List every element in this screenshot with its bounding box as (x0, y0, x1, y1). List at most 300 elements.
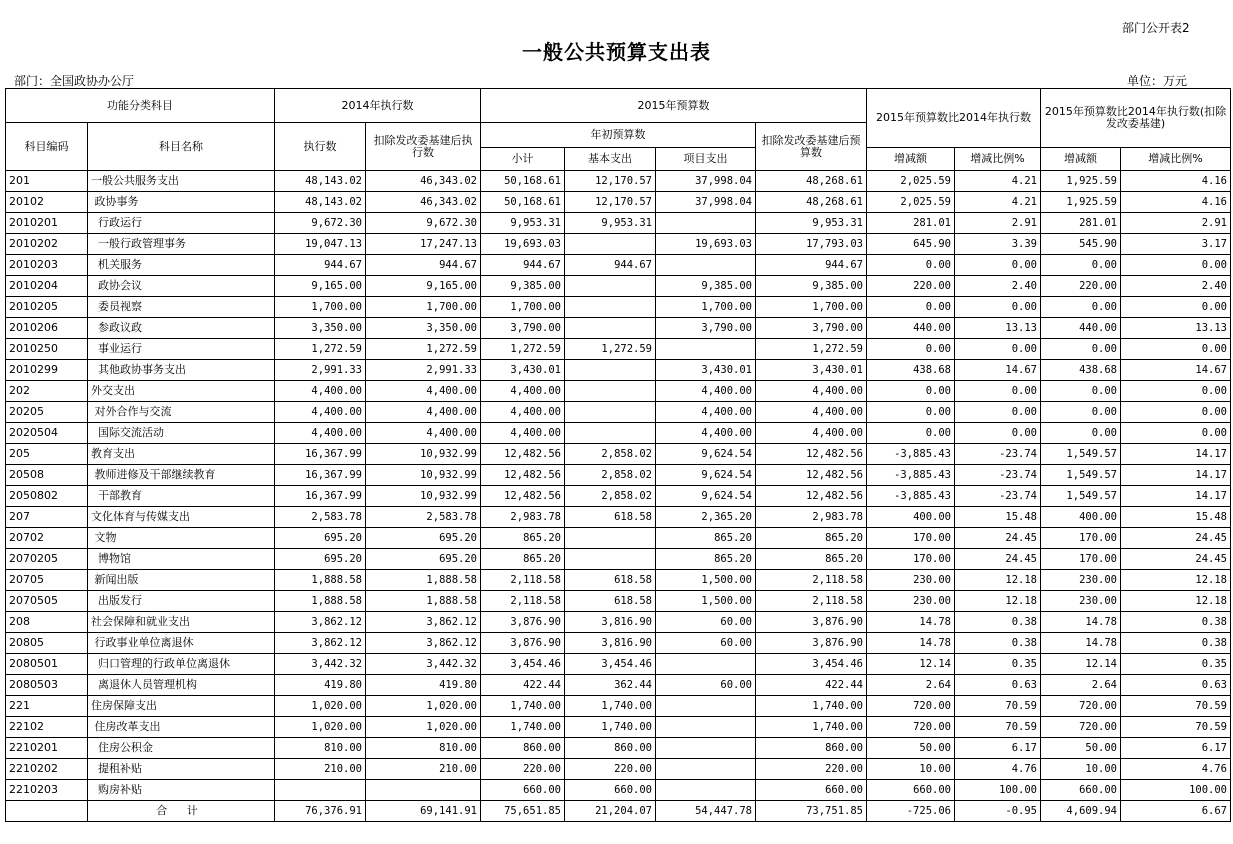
cell-exec: 1,272.59 (275, 339, 366, 360)
cell-change-amt-excl: 0.00 (1041, 381, 1121, 402)
cell-project (656, 780, 756, 801)
cell-project: 1,500.00 (656, 570, 756, 591)
table-row (6, 213, 1231, 234)
cell-code: 2050802 (6, 486, 88, 507)
cell-exec: 3,442.32 (275, 654, 366, 675)
cell-budget-excl: 17,793.03 (756, 234, 867, 255)
cell-subtotal: 12,482.56 (481, 465, 565, 486)
cell-project: 60.00 (656, 633, 756, 654)
cell-exec-excl: 1,272.59 (366, 339, 481, 360)
cell-name: 购房补贴 (88, 780, 275, 801)
cell-code: 22102 (6, 717, 88, 738)
cell-exec: 695.20 (275, 549, 366, 570)
cell-name: 行政事业单位离退休 (88, 633, 275, 654)
cell-budget-excl: 2,983.78 (756, 507, 867, 528)
cell-subtotal: 2,118.58 (481, 591, 565, 612)
cell-name: 归口管理的行政单位离退休 (88, 654, 275, 675)
cell-change-amt: 10.00 (867, 759, 955, 780)
cell-change-amt: 0.00 (867, 381, 955, 402)
cell-change-amt: 0.00 (867, 423, 955, 444)
cell-change-amt-excl: 170.00 (1041, 528, 1121, 549)
cell-subtotal: 1,700.00 (481, 297, 565, 318)
cell-basic: 2,858.02 (565, 465, 656, 486)
cell-name: 住房公积金 (88, 738, 275, 759)
cell-change-amt: 0.00 (867, 339, 955, 360)
department-label: 部门：全国政协办公厅 (14, 74, 135, 88)
cell-code: 2080501 (6, 654, 88, 675)
cell-change-amt: 438.68 (867, 360, 955, 381)
cell-project: 9,385.00 (656, 276, 756, 297)
cell-name: 教师进修及干部继续教育 (88, 465, 275, 486)
cell-project: 37,998.04 (656, 192, 756, 213)
cell-change-amt: 720.00 (867, 696, 955, 717)
cell-change-amt-excl: 440.00 (1041, 318, 1121, 339)
cell-budget-excl: 12,482.56 (756, 465, 867, 486)
cell-change-amt: 2,025.59 (867, 192, 955, 213)
cell-exec-excl: 46,343.02 (366, 171, 481, 192)
cell-change-pct-excl: 24.45 (1121, 528, 1231, 549)
header-change-pct-excl: 增减比例% (1121, 148, 1231, 171)
cell-subtotal: 3,454.46 (481, 654, 565, 675)
header-exec-2014: 2014年执行数 (275, 89, 481, 123)
cell-change-pct-excl: 0.00 (1121, 297, 1231, 318)
cell-code: 2010202 (6, 234, 88, 255)
cell-change-pct-excl: 6.67 (1121, 801, 1231, 822)
cell-change-pct-excl: 4.16 (1121, 192, 1231, 213)
cell-basic: 618.58 (565, 507, 656, 528)
cell-change-pct: 4.21 (955, 192, 1041, 213)
cell-exec-excl: 210.00 (366, 759, 481, 780)
cell-change-amt-excl: 230.00 (1041, 591, 1121, 612)
cell-code: 2210203 (6, 780, 88, 801)
table-row (6, 528, 1231, 549)
cell-subtotal: 9,385.00 (481, 276, 565, 297)
cell-exec: 1,888.58 (275, 570, 366, 591)
cell-change-amt-excl: 0.00 (1041, 402, 1121, 423)
header-name: 科目名称 (88, 123, 275, 171)
header-change-amt-excl: 增减额 (1041, 148, 1121, 171)
table-row (6, 234, 1231, 255)
table-row (6, 276, 1231, 297)
cell-change-amt: 720.00 (867, 717, 955, 738)
cell-code: 2070205 (6, 549, 88, 570)
cell-exec-excl: 3,442.32 (366, 654, 481, 675)
cell-code: 2010299 (6, 360, 88, 381)
cell-subtotal: 3,876.90 (481, 612, 565, 633)
cell-change-pct-excl: 0.00 (1121, 381, 1231, 402)
cell-budget-excl: 220.00 (756, 759, 867, 780)
cell-name: 政协会议 (88, 276, 275, 297)
cell-exec-excl: 10,932.99 (366, 486, 481, 507)
cell-change-pct-excl: 13.13 (1121, 318, 1231, 339)
cell-basic: 1,740.00 (565, 696, 656, 717)
cell-change-amt-excl: 1,549.57 (1041, 444, 1121, 465)
cell-name: 提租补贴 (88, 759, 275, 780)
cell-code: 205 (6, 444, 88, 465)
cell-exec: 16,367.99 (275, 444, 366, 465)
cell-exec: 16,367.99 (275, 465, 366, 486)
table-header (6, 89, 1231, 171)
cell-change-pct-excl: 70.59 (1121, 696, 1231, 717)
cell-project: 1,500.00 (656, 591, 756, 612)
cell-change-amt-excl: 720.00 (1041, 717, 1121, 738)
cell-budget-excl: 3,876.90 (756, 612, 867, 633)
cell-change-amt: 0.00 (867, 255, 955, 276)
cell-change-amt: -3,885.43 (867, 486, 955, 507)
table-row (6, 360, 1231, 381)
cell-change-pct: 2.40 (955, 276, 1041, 297)
cell-change-pct: 24.45 (955, 549, 1041, 570)
cell-code: 2210202 (6, 759, 88, 780)
cell-project: 60.00 (656, 612, 756, 633)
cell-exec-excl: 944.67 (366, 255, 481, 276)
cell-exec: 76,376.91 (275, 801, 366, 822)
cell-change-pct-excl: 0.00 (1121, 402, 1231, 423)
cell-change-pct-excl: 6.17 (1121, 738, 1231, 759)
cell-change-amt-excl: 14.78 (1041, 612, 1121, 633)
cell-change-pct: 0.00 (955, 381, 1041, 402)
cell-change-amt: 2,025.59 (867, 171, 955, 192)
cell-project (656, 255, 756, 276)
cell-change-pct-excl: 0.35 (1121, 654, 1231, 675)
cell-project: 1,700.00 (656, 297, 756, 318)
cell-exec: 1,020.00 (275, 717, 366, 738)
cell-change-amt-excl: 1,925.59 (1041, 171, 1121, 192)
cell-project (656, 696, 756, 717)
cell-basic (565, 528, 656, 549)
cell-name: 社会保障和就业支出 (88, 612, 275, 633)
cell-change-pct: -0.95 (955, 801, 1041, 822)
cell-exec-excl: 419.80 (366, 675, 481, 696)
cell-budget-excl: 3,454.46 (756, 654, 867, 675)
cell-change-pct-excl: 3.17 (1121, 234, 1231, 255)
cell-change-pct: 2.91 (955, 213, 1041, 234)
cell-name: 机关服务 (88, 255, 275, 276)
cell-budget-excl: 4,400.00 (756, 381, 867, 402)
cell-exec-excl: 810.00 (366, 738, 481, 759)
cell-subtotal: 12,482.56 (481, 444, 565, 465)
cell-project (656, 717, 756, 738)
cell-change-amt: 400.00 (867, 507, 955, 528)
cell-change-pct: 4.76 (955, 759, 1041, 780)
cell-subtotal: 660.00 (481, 780, 565, 801)
cell-basic: 9,953.31 (565, 213, 656, 234)
cell-code: 208 (6, 612, 88, 633)
table-row (6, 633, 1231, 654)
cell-subtotal: 3,430.01 (481, 360, 565, 381)
cell-exec: 9,165.00 (275, 276, 366, 297)
cell-change-pct-excl: 14.17 (1121, 444, 1231, 465)
cell-code (6, 801, 88, 822)
cell-name: 博物馆 (88, 549, 275, 570)
cell-name: 政协事务 (88, 192, 275, 213)
cell-change-amt: 14.78 (867, 612, 955, 633)
table-row (6, 192, 1231, 213)
table-row (6, 444, 1231, 465)
header-exec-excl: 扣除发改委基建后执行数 (366, 123, 481, 171)
cell-project (656, 213, 756, 234)
cell-code: 201 (6, 171, 88, 192)
header-budget-2015: 2015年预算数 (481, 89, 867, 123)
cell-exec: 419.80 (275, 675, 366, 696)
page-title: 一般公共预算支出表 (522, 40, 711, 64)
cell-budget-excl: 48,268.61 (756, 171, 867, 192)
table-row (6, 297, 1231, 318)
cell-change-pct: -23.74 (955, 465, 1041, 486)
cell-exec: 4,400.00 (275, 423, 366, 444)
cell-exec: 48,143.02 (275, 192, 366, 213)
cell-budget-excl: 2,118.58 (756, 570, 867, 591)
cell-subtotal: 860.00 (481, 738, 565, 759)
cell-project: 54,447.78 (656, 801, 756, 822)
cell-subtotal: 1,740.00 (481, 696, 565, 717)
cell-exec: 4,400.00 (275, 402, 366, 423)
cell-change-amt-excl: 720.00 (1041, 696, 1121, 717)
cell-basic (565, 297, 656, 318)
cell-name: 外交支出 (88, 381, 275, 402)
table-row (6, 423, 1231, 444)
table-row (6, 696, 1231, 717)
cell-exec-excl: 9,672.30 (366, 213, 481, 234)
table-row (6, 318, 1231, 339)
cell-change-amt-excl: 545.90 (1041, 234, 1121, 255)
cell-exec: 3,862.12 (275, 612, 366, 633)
cell-change-amt: 2.64 (867, 675, 955, 696)
cell-exec-excl: 4,400.00 (366, 381, 481, 402)
cell-basic: 12,170.57 (565, 171, 656, 192)
cell-exec-excl: 10,932.99 (366, 444, 481, 465)
cell-change-pct-excl: 14.67 (1121, 360, 1231, 381)
header-func-class: 功能分类科目 (6, 89, 275, 123)
cell-budget-excl: 12,482.56 (756, 444, 867, 465)
cell-name: 对外合作与交流 (88, 402, 275, 423)
cell-exec-excl: 1,888.58 (366, 570, 481, 591)
cell-code: 2010201 (6, 213, 88, 234)
header-project: 项目支出 (656, 148, 756, 171)
cell-change-pct: 70.59 (955, 696, 1041, 717)
cell-change-amt-excl: 50.00 (1041, 738, 1121, 759)
cell-subtotal: 944.67 (481, 255, 565, 276)
cell-exec: 19,047.13 (275, 234, 366, 255)
table-row (6, 675, 1231, 696)
cell-code: 2020504 (6, 423, 88, 444)
cell-subtotal: 75,651.85 (481, 801, 565, 822)
cell-basic: 660.00 (565, 780, 656, 801)
cell-subtotal: 1,740.00 (481, 717, 565, 738)
cell-change-amt-excl: 2.64 (1041, 675, 1121, 696)
cell-change-amt: 230.00 (867, 570, 955, 591)
cell-exec: 1,700.00 (275, 297, 366, 318)
header-compare-excl: 2015年预算数比2014年执行数(扣除发改委基建) (1041, 89, 1231, 148)
cell-subtotal: 3,790.00 (481, 318, 565, 339)
cell-project: 60.00 (656, 675, 756, 696)
cell-subtotal: 2,983.78 (481, 507, 565, 528)
cell-change-pct-excl: 2.91 (1121, 213, 1231, 234)
cell-change-amt-excl: 281.01 (1041, 213, 1121, 234)
cell-exec: 695.20 (275, 528, 366, 549)
cell-change-amt: 645.90 (867, 234, 955, 255)
cell-basic: 860.00 (565, 738, 656, 759)
cell-change-pct: 4.21 (955, 171, 1041, 192)
cell-exec-excl: 17,247.13 (366, 234, 481, 255)
cell-basic: 2,858.02 (565, 444, 656, 465)
cell-name: 教育支出 (88, 444, 275, 465)
cell-name: 事业运行 (88, 339, 275, 360)
cell-change-amt-excl: 660.00 (1041, 780, 1121, 801)
budget-table (5, 88, 1231, 822)
cell-basic (565, 276, 656, 297)
cell-exec-excl: 4,400.00 (366, 402, 481, 423)
cell-change-amt: 50.00 (867, 738, 955, 759)
cell-name: 一般公共服务支出 (88, 171, 275, 192)
cell-code: 2010204 (6, 276, 88, 297)
cell-change-pct: 12.18 (955, 591, 1041, 612)
cell-change-amt: 12.14 (867, 654, 955, 675)
cell-change-amt: 170.00 (867, 549, 955, 570)
cell-exec: 3,350.00 (275, 318, 366, 339)
table-row (6, 465, 1231, 486)
cell-budget-excl: 1,740.00 (756, 717, 867, 738)
cell-change-amt: 220.00 (867, 276, 955, 297)
cell-basic: 12,170.57 (565, 192, 656, 213)
cell-subtotal: 4,400.00 (481, 381, 565, 402)
cell-code: 20705 (6, 570, 88, 591)
cell-exec: 4,400.00 (275, 381, 366, 402)
cell-basic: 2,858.02 (565, 486, 656, 507)
cell-name: 委员视察 (88, 297, 275, 318)
cell-change-pct: 24.45 (955, 528, 1041, 549)
cell-change-pct-excl: 12.18 (1121, 570, 1231, 591)
cell-budget-excl: 422.44 (756, 675, 867, 696)
cell-exec-excl: 46,343.02 (366, 192, 481, 213)
cell-name: 文化体育与传媒支出 (88, 507, 275, 528)
cell-change-pct-excl: 4.76 (1121, 759, 1231, 780)
cell-change-pct: 0.38 (955, 633, 1041, 654)
cell-exec (275, 780, 366, 801)
cell-exec-excl: 3,350.00 (366, 318, 481, 339)
cell-budget-excl: 944.67 (756, 255, 867, 276)
table-row (6, 255, 1231, 276)
cell-change-amt-excl: 0.00 (1041, 423, 1121, 444)
cell-change-pct-excl: 70.59 (1121, 717, 1231, 738)
cell-code: 207 (6, 507, 88, 528)
cell-project: 4,400.00 (656, 381, 756, 402)
cell-project: 4,400.00 (656, 423, 756, 444)
cell-budget-excl: 2,118.58 (756, 591, 867, 612)
cell-basic (565, 402, 656, 423)
cell-change-pct: -23.74 (955, 444, 1041, 465)
table-row (6, 549, 1231, 570)
cell-exec-excl: 69,141.91 (366, 801, 481, 822)
cell-change-pct: 0.35 (955, 654, 1041, 675)
cell-budget-excl: 12,482.56 (756, 486, 867, 507)
cell-change-pct-excl: 2.40 (1121, 276, 1231, 297)
cell-name: 干部教育 (88, 486, 275, 507)
cell-exec: 210.00 (275, 759, 366, 780)
cell-change-pct: 0.63 (955, 675, 1041, 696)
cell-change-amt-excl: 230.00 (1041, 570, 1121, 591)
cell-subtotal: 865.20 (481, 528, 565, 549)
cell-name: 一般行政管理事务 (88, 234, 275, 255)
cell-change-pct: 100.00 (955, 780, 1041, 801)
cell-exec-excl (366, 780, 481, 801)
cell-code: 2010203 (6, 255, 88, 276)
cell-name: 文物 (88, 528, 275, 549)
cell-budget-excl: 3,430.01 (756, 360, 867, 381)
cell-code: 2010206 (6, 318, 88, 339)
cell-change-pct: 13.13 (955, 318, 1041, 339)
cell-exec-excl: 3,862.12 (366, 633, 481, 654)
cell-change-amt-excl: 220.00 (1041, 276, 1121, 297)
cell-change-pct: -23.74 (955, 486, 1041, 507)
cell-change-pct: 70.59 (955, 717, 1041, 738)
cell-exec-excl: 695.20 (366, 549, 481, 570)
table-row (6, 759, 1231, 780)
table-row (6, 570, 1231, 591)
cell-change-amt-excl: 0.00 (1041, 255, 1121, 276)
cell-change-pct-excl: 0.00 (1121, 423, 1231, 444)
cell-basic: 1,740.00 (565, 717, 656, 738)
cell-basic: 618.58 (565, 591, 656, 612)
cell-subtotal: 3,876.90 (481, 633, 565, 654)
cell-change-amt: 281.01 (867, 213, 955, 234)
table-row (6, 654, 1231, 675)
cell-exec-excl: 10,932.99 (366, 465, 481, 486)
header-code: 科目编码 (6, 123, 88, 171)
cell-change-amt: 14.78 (867, 633, 955, 654)
cell-change-amt: 0.00 (867, 402, 955, 423)
table-row (6, 339, 1231, 360)
cell-change-amt: 230.00 (867, 591, 955, 612)
cell-name: 住房保障支出 (88, 696, 275, 717)
cell-exec-excl: 2,991.33 (366, 360, 481, 381)
header-budget-excl: 扣除发改委基建后预算数 (756, 123, 867, 171)
cell-budget-excl: 9,385.00 (756, 276, 867, 297)
cell-change-pct-excl: 14.17 (1121, 486, 1231, 507)
cell-exec-excl: 9,165.00 (366, 276, 481, 297)
cell-code: 20508 (6, 465, 88, 486)
cell-exec-excl: 4,400.00 (366, 423, 481, 444)
cell-subtotal: 50,168.61 (481, 171, 565, 192)
cell-project: 19,693.03 (656, 234, 756, 255)
cell-change-amt-excl: 10.00 (1041, 759, 1121, 780)
cell-code: 20805 (6, 633, 88, 654)
cell-budget-excl: 4,400.00 (756, 402, 867, 423)
cell-project: 4,400.00 (656, 402, 756, 423)
cell-name: 新闻出版 (88, 570, 275, 591)
cell-change-amt-excl: 0.00 (1041, 297, 1121, 318)
cell-name: 其他政协事务支出 (88, 360, 275, 381)
cell-budget-excl: 865.20 (756, 528, 867, 549)
cell-change-pct: 0.00 (955, 402, 1041, 423)
cell-basic: 21,204.07 (565, 801, 656, 822)
cell-code: 20102 (6, 192, 88, 213)
cell-change-pct: 15.48 (955, 507, 1041, 528)
cell-exec-excl: 1,888.58 (366, 591, 481, 612)
cell-change-pct-excl: 0.38 (1121, 633, 1231, 654)
cell-project: 865.20 (656, 528, 756, 549)
cell-change-pct-excl: 100.00 (1121, 780, 1231, 801)
cell-exec: 1,888.58 (275, 591, 366, 612)
cell-exec-excl: 1,020.00 (366, 696, 481, 717)
cell-change-pct: 14.67 (955, 360, 1041, 381)
cell-exec: 2,583.78 (275, 507, 366, 528)
cell-change-pct-excl: 12.18 (1121, 591, 1231, 612)
table-row (6, 402, 1231, 423)
cell-name: 住房改革支出 (88, 717, 275, 738)
cell-code: 20702 (6, 528, 88, 549)
cell-subtotal: 19,693.03 (481, 234, 565, 255)
